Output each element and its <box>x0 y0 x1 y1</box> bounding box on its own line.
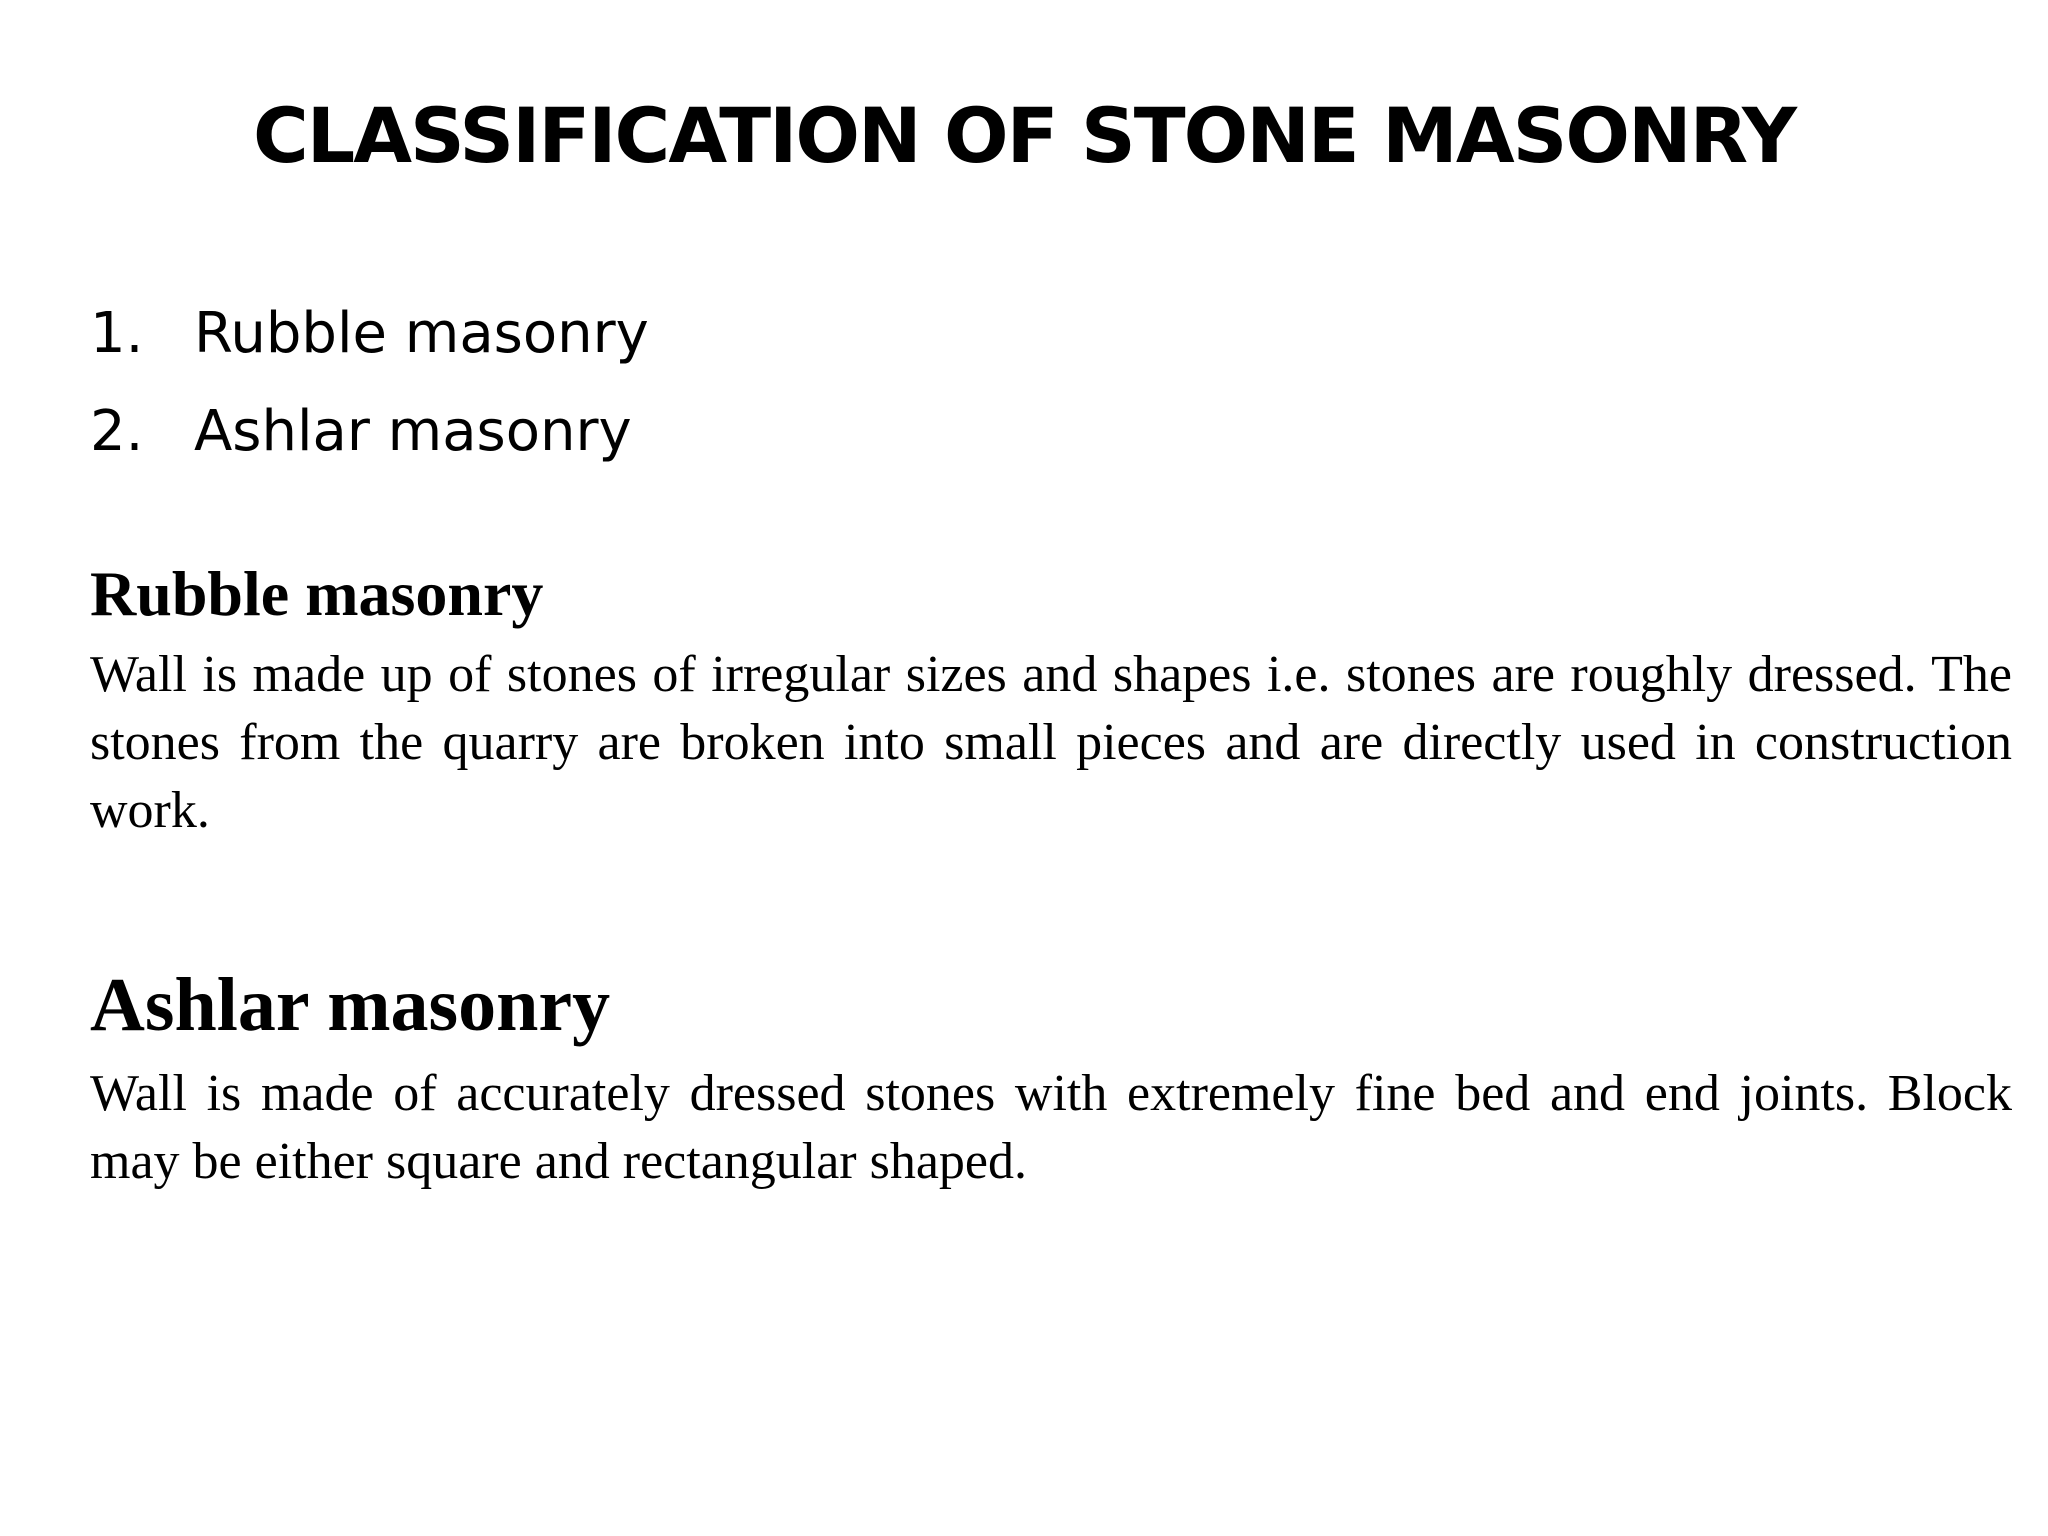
list-item <box>90 383 649 481</box>
ashlar-masonry-description: Wall is made of accurately dressed stones with extremely fine bed and end joints. Block may be either square and rectangular shaped. <box>90 1065 2012 1190</box>
list-item-label: Ashlar masonry <box>194 399 632 464</box>
ashlar-masonry-heading: Ashlar masonry <box>90 963 611 1047</box>
list-item-number: 1. <box>90 301 144 366</box>
list-item-label: Rubble masonry <box>194 301 649 366</box>
list-item <box>90 285 649 383</box>
ashlar-masonry-section <box>90 960 2012 1196</box>
rubble-masonry-heading: Rubble masonry <box>90 558 544 629</box>
rubble-masonry-description: Wall is made up of stones of irregular sizes and shapes i.e. stones are roughly dressed. The stones from the quarry are broken into small pieces and are directly used in construction work. <box>90 646 2012 839</box>
classification-list <box>90 285 649 481</box>
slide-title: CLASSIFICATION OF STONE MASONRY <box>253 91 1795 180</box>
list-item-number: 2. <box>90 399 144 464</box>
rubble-masonry-section <box>90 555 2012 845</box>
